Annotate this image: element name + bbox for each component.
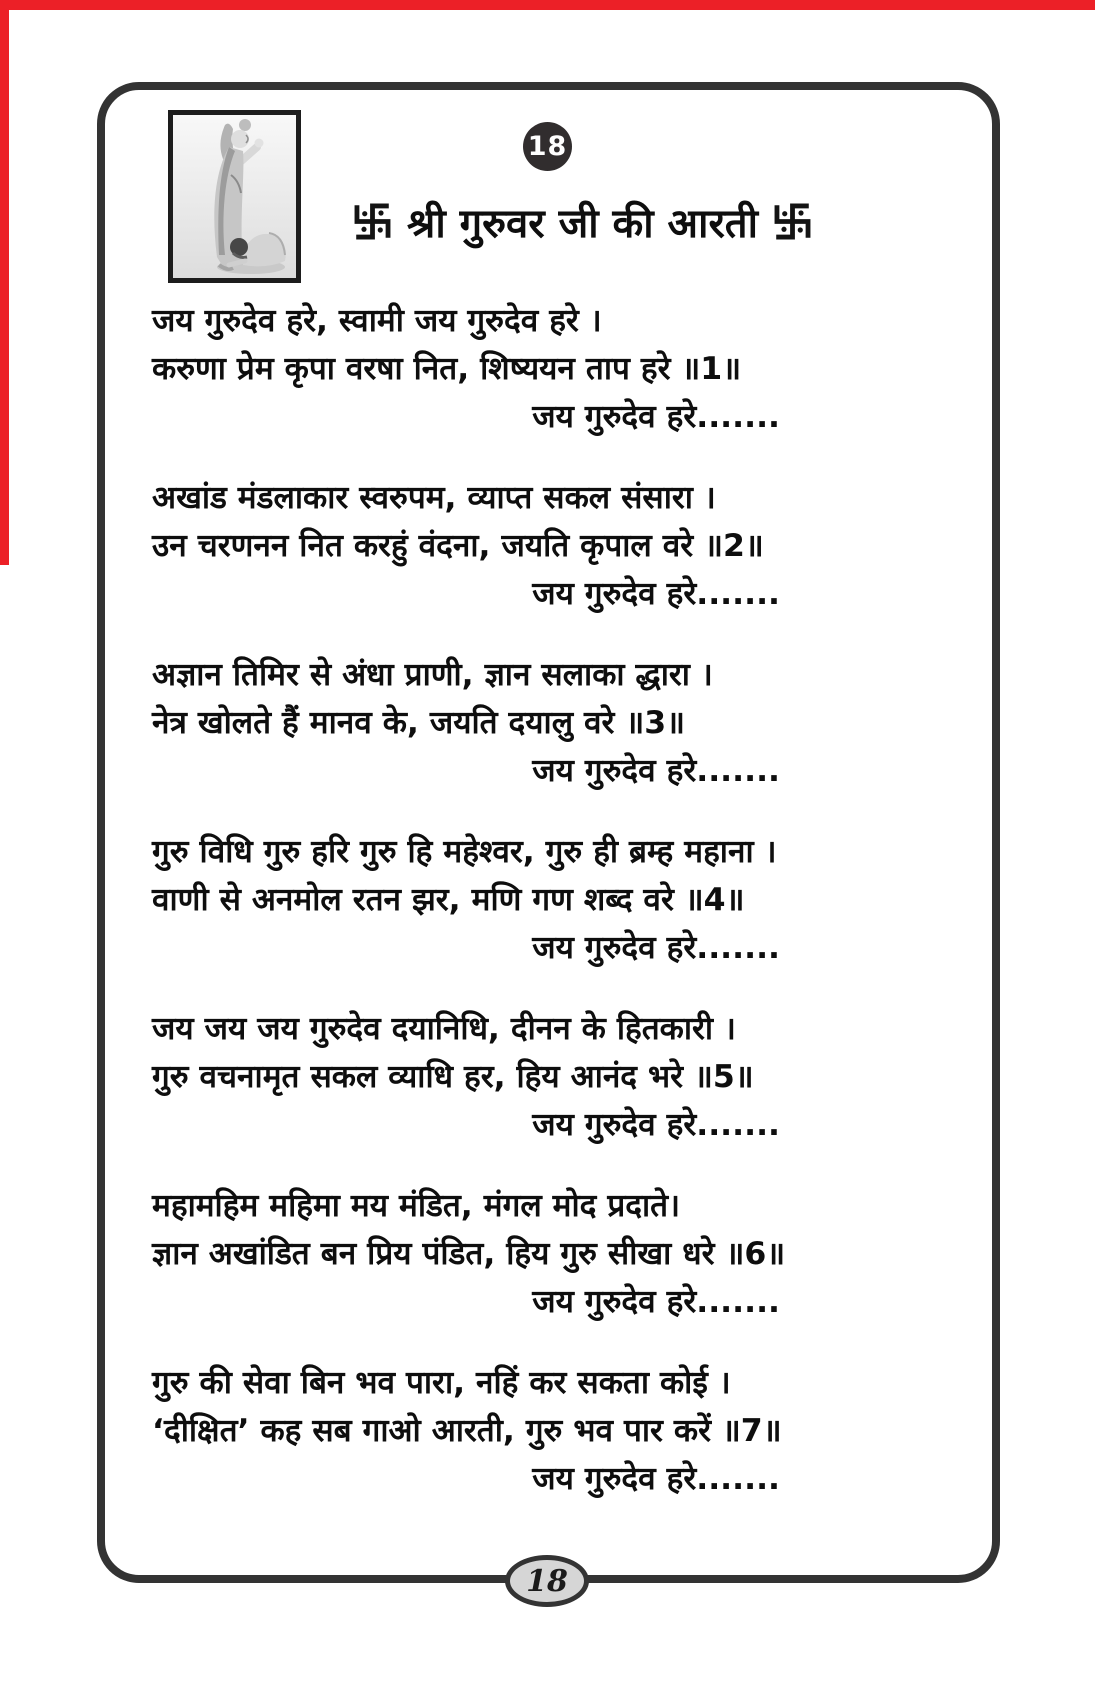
top-page-number-badge	[523, 122, 572, 171]
verse-4	[152, 828, 832, 972]
verse-7	[152, 1359, 832, 1503]
verse-line: ज्ञान अखांडित बन प्रिय पंडित, हिय गुरु सीखा धरे ॥6॥	[152, 1236, 786, 1272]
verse-5	[152, 1005, 832, 1149]
verse-6	[152, 1182, 832, 1326]
verse-line: गुरु वचनामृत सकल व्याधि हर, हिय आनंद भरे ॥5॥	[152, 1059, 754, 1095]
verse-line: नेत्र खोलते हैं मानव के, जयति दयालु वरे ॥3॥	[152, 705, 686, 741]
swastika-icon	[774, 203, 811, 240]
verse-line: उन चरणनन नित करहुं वंदना, जयति कृपाल वरे ॥2॥	[152, 528, 764, 564]
page-title: श्री गुरुवर जी की आरती	[407, 200, 758, 247]
refrain-line: जय गुरुदेव हरे.......	[532, 930, 780, 966]
top-page-number: 18	[527, 131, 568, 162]
refrain-line: जय गुरुदेव हरे.......	[532, 399, 780, 435]
verse-line: जय जय जय गुरुदेव दयानिधि, दीनन के हितकारी ।	[152, 1011, 736, 1047]
verse-line: अखांड मंडलाकार स्वरुपम, व्याप्त सकल संसारा ।	[152, 480, 716, 516]
bottom-page-number-badge	[505, 1555, 589, 1607]
guru-image	[173, 115, 296, 278]
verse-3	[152, 651, 832, 795]
refrain-line: जय गुरुदेव हरे.......	[532, 753, 780, 789]
refrain-line: जय गुरुदेव हरे.......	[532, 576, 780, 612]
verse-line: अज्ञान तिमिर से अंधा प्राणी, ज्ञान सलाका द्धारा ।	[152, 657, 713, 693]
verse-2	[152, 474, 832, 618]
verse-line: ‘दीक्षित’ कह सब गाओ आरती, गुरु भव पार करें ॥7॥	[152, 1413, 782, 1449]
verse-1	[152, 297, 832, 441]
verse-line: गुरु विधि गुरु हरि गुरु हि महेश्वर, गुरु ही ब्रम्ह महाना ।	[152, 834, 777, 870]
bottom-page-number: 18	[526, 1563, 568, 1599]
refrain-line: जय गुरुदेव हरे.......	[532, 1107, 780, 1143]
verse-line: जय गुरुदेव हरे, स्वामी जय गुरुदेव हरे ।	[152, 303, 602, 339]
verse-line: गुरु की सेवा बिन भव पारा, नहिं कर सकता कोई ।	[152, 1365, 731, 1401]
verse-line: महामहिम महिमा मय मंडित, मंगल मोद प्रदाते।	[152, 1188, 681, 1224]
page-edge-red-left	[0, 0, 9, 565]
swastika-icon	[354, 203, 391, 240]
refrain-line: जय गुरुदेव हरे.......	[532, 1284, 780, 1320]
verse-line: करुणा प्रेम कृपा वरषा नित, शिष्ययन ताप हरे ॥1॥	[152, 351, 742, 387]
page-edge-red-top	[0, 0, 1095, 10]
refrain-line: जय गुरुदेव हरे.......	[532, 1461, 780, 1497]
verse-line: वाणी से अनमोल रतन झर, मणि गण शब्द वरे ॥4॥	[152, 882, 745, 918]
guru-illustration	[168, 110, 301, 283]
title-row	[300, 192, 865, 250]
aarti-verses	[152, 297, 832, 1536]
